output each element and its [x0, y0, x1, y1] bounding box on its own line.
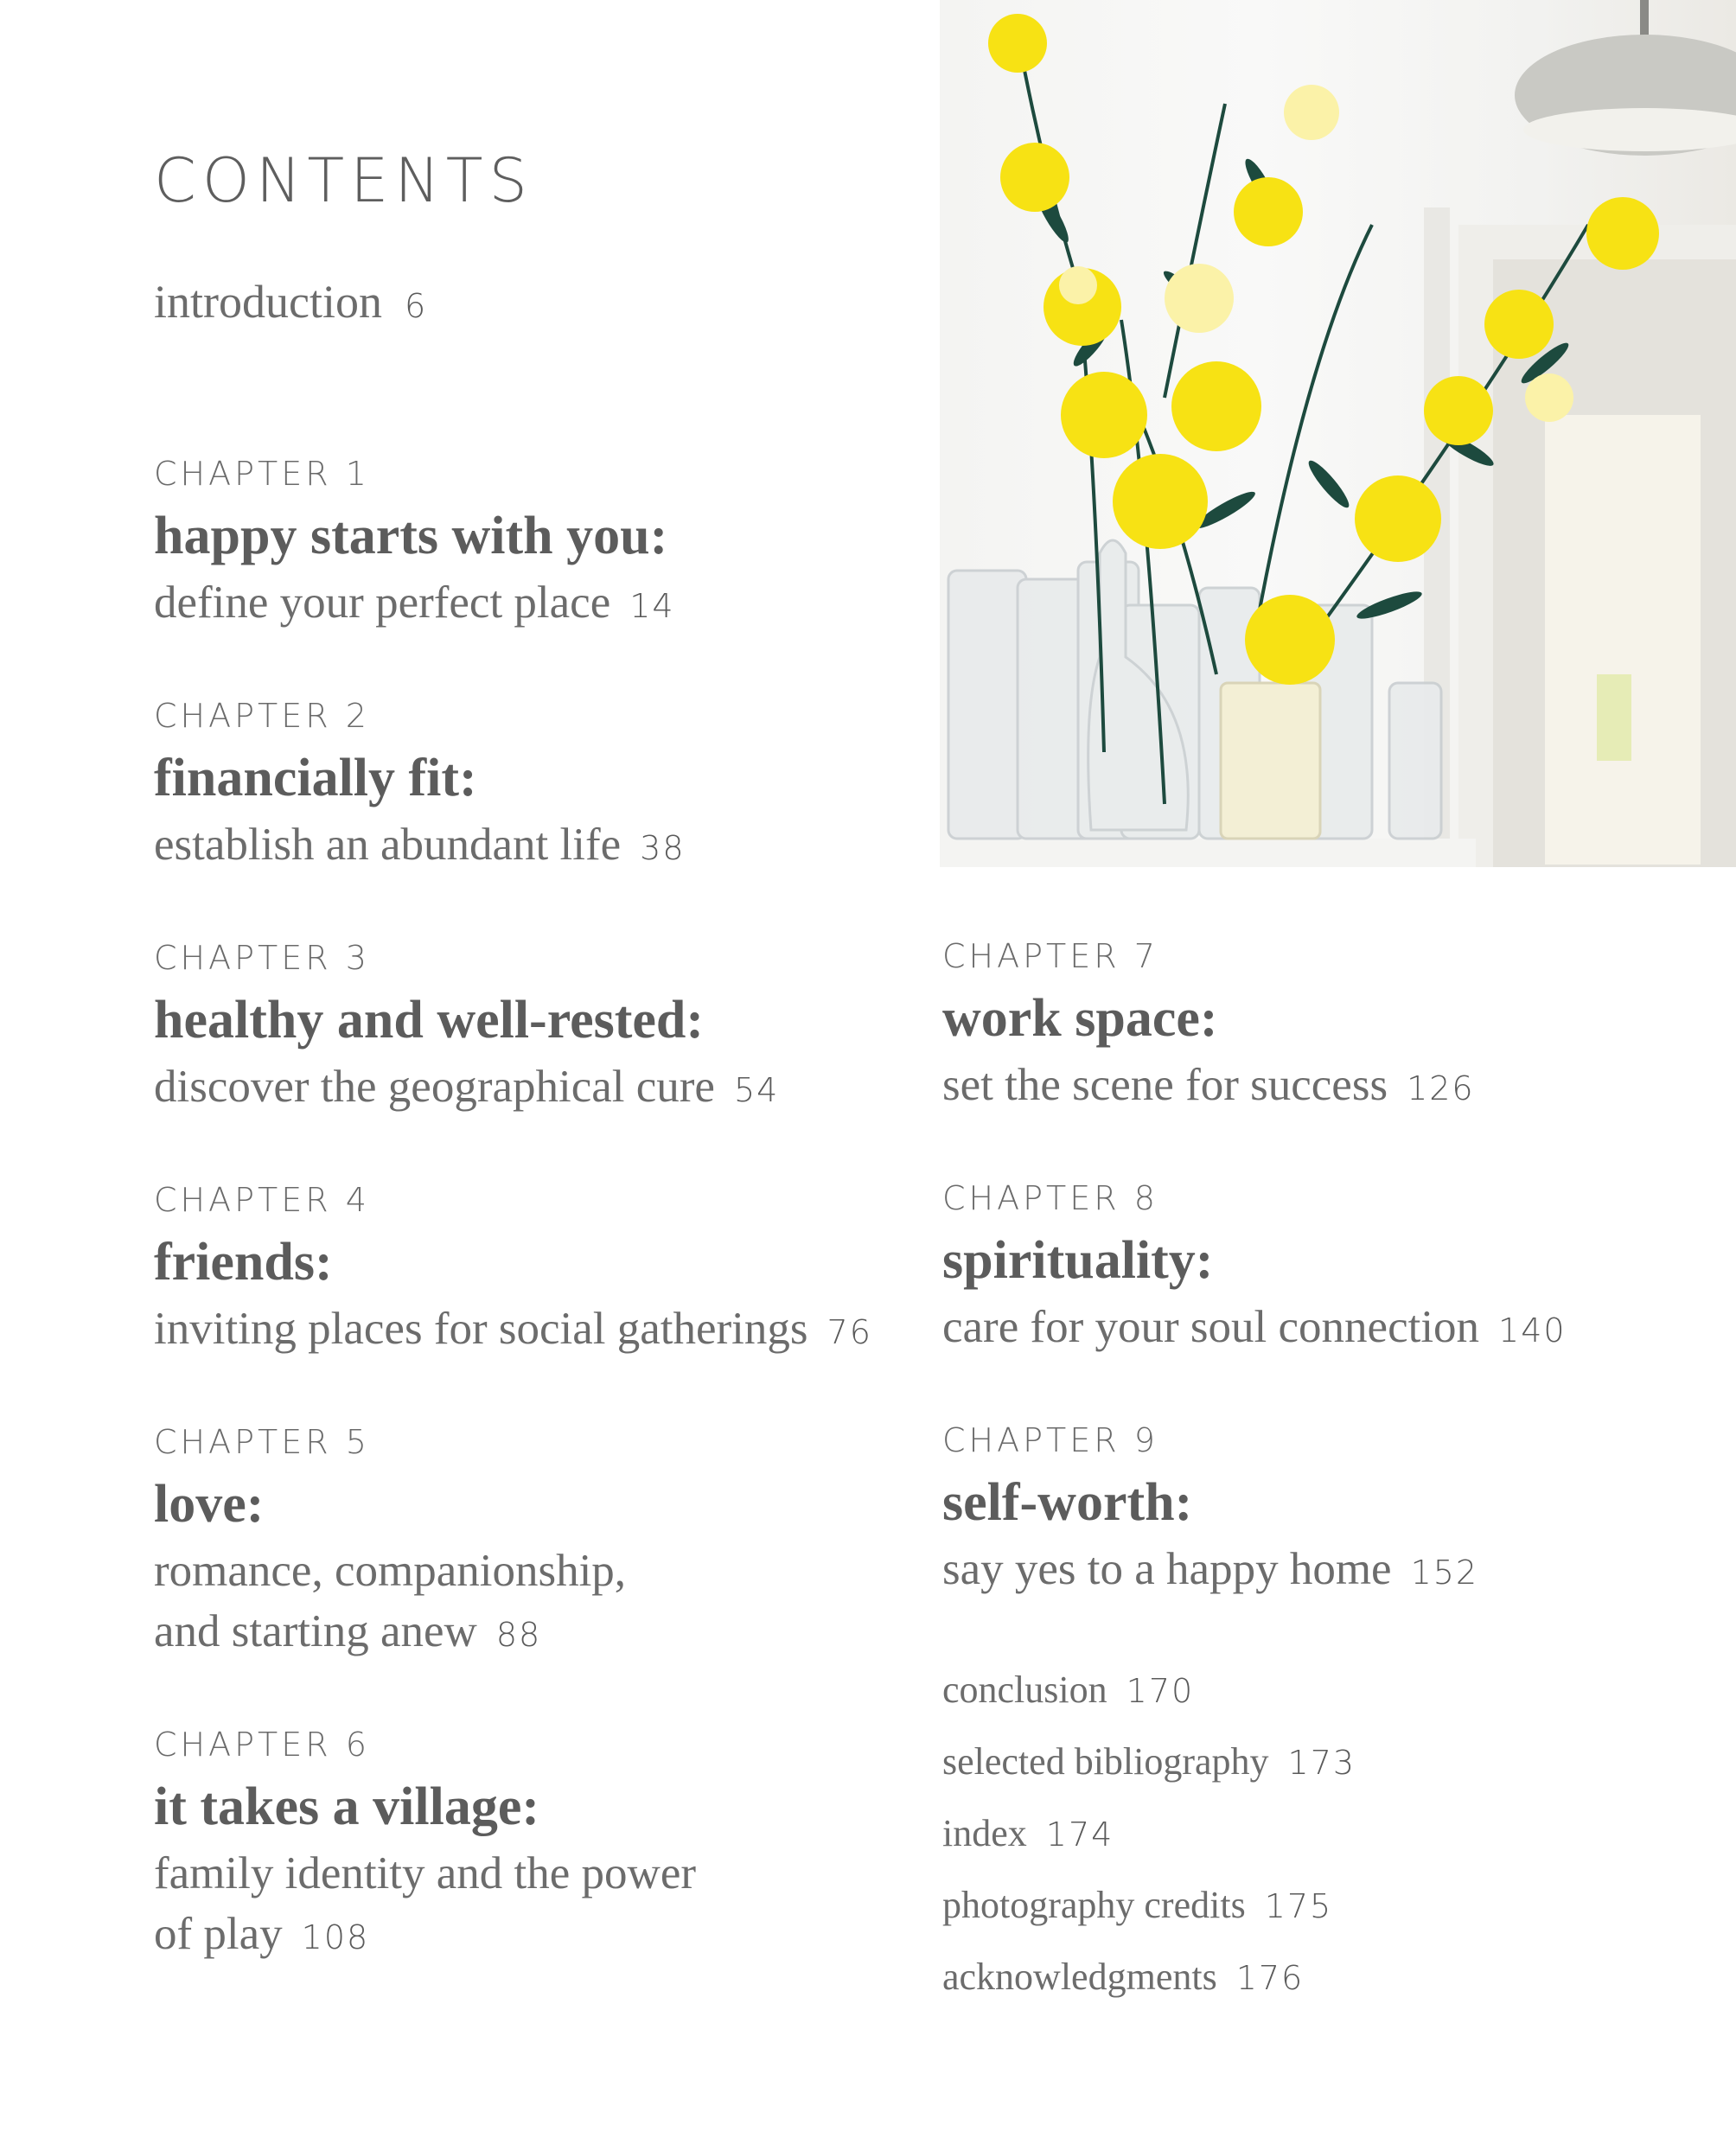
chapter-3-entry[interactable]	[154, 934, 915, 1176]
chapter-label: CHAPTER 9	[942, 1421, 1158, 1459]
chapter-1-entry[interactable]	[154, 450, 915, 692]
page-number: 173	[1287, 1744, 1356, 1782]
page-number: 152	[1410, 1554, 1479, 1592]
chapter-subtitle	[154, 814, 915, 878]
flowers-photo	[940, 0, 1736, 867]
chapter-label: CHAPTER 4	[154, 1181, 370, 1219]
subtitle-line: inviting places for social gatherings	[154, 1304, 808, 1354]
toc-entry-label: introduction	[154, 276, 382, 328]
page-number: 14	[629, 587, 675, 625]
toc-entry-label: conclusion	[942, 1669, 1107, 1711]
chapter-subtitle	[154, 572, 915, 636]
subtitle-line: and starting anew	[154, 1606, 477, 1656]
chapter-4-entry[interactable]	[154, 1176, 915, 1418]
toc-entry-label: index	[942, 1812, 1027, 1854]
subtitle-line: set the scene for success	[942, 1060, 1388, 1110]
page-number: 174	[1045, 1815, 1114, 1854]
subtitle-line: family identity and the power	[154, 1848, 696, 1898]
toc-column-left	[154, 450, 915, 1980]
toc-conclusion[interactable]	[942, 1660, 1356, 1732]
flowers-illustration	[940, 0, 1736, 867]
subtitle-line: romance, companionship,	[154, 1546, 627, 1596]
chapter-title: love:	[154, 1475, 265, 1534]
page-number: 175	[1264, 1887, 1333, 1925]
page-number: 38	[640, 829, 686, 867]
chapter-title: spirituality:	[942, 1231, 1214, 1290]
page-number: 76	[827, 1313, 872, 1351]
chapter-subtitle	[942, 1297, 1703, 1361]
subtitle-line: care for your soul connection	[942, 1302, 1480, 1352]
subtitle-line: establish an abundant life	[154, 820, 622, 870]
chapter-title: happy starts with you:	[154, 507, 668, 565]
chapter-title: healthy and well-rested:	[154, 991, 705, 1050]
chapter-label: CHAPTER 6	[154, 1726, 370, 1764]
toc-entry-label: photography credits	[942, 1884, 1246, 1926]
toc-index[interactable]	[942, 1803, 1356, 1875]
chapter-title: friends:	[154, 1233, 333, 1292]
toc-back-matter	[942, 1660, 1356, 2019]
chapter-8-entry[interactable]	[942, 1174, 1703, 1416]
toc-column-right	[942, 932, 1703, 1658]
chapter-9-entry[interactable]	[942, 1416, 1703, 1658]
chapter-label: CHAPTER 3	[154, 939, 370, 977]
chapter-subtitle	[942, 1055, 1703, 1119]
page-number: 140	[1498, 1311, 1567, 1350]
chapter-5-entry[interactable]	[154, 1418, 915, 1720]
page-number: 108	[301, 1918, 370, 1956]
chapter-label: CHAPTER 5	[154, 1423, 370, 1461]
page-number: 126	[1407, 1069, 1475, 1107]
chapter-label: CHAPTER 8	[942, 1179, 1158, 1217]
subtitle-line: define your perfect place	[154, 577, 611, 628]
chapter-subtitle	[154, 1541, 915, 1665]
page-number: 88	[495, 1616, 542, 1654]
chapter-2-entry[interactable]	[154, 692, 915, 934]
chapter-label: CHAPTER 2	[154, 697, 370, 735]
subtitle-line: of play	[154, 1909, 283, 1959]
chapter-6-entry[interactable]	[154, 1720, 915, 1980]
page-number: 176	[1235, 1959, 1305, 1997]
chapter-subtitle	[154, 1056, 915, 1120]
chapter-subtitle	[942, 1539, 1703, 1603]
chapter-7-entry[interactable]	[942, 932, 1703, 1174]
page-number: 170	[1126, 1672, 1195, 1710]
chapter-label: CHAPTER 1	[154, 455, 370, 493]
chapter-subtitle	[154, 1843, 915, 1968]
chapter-title: financially fit:	[154, 749, 477, 807]
toc-acknowledgments[interactable]	[942, 1947, 1356, 2019]
subtitle-line: say yes to a happy home	[942, 1544, 1392, 1594]
page-number: 6	[404, 287, 428, 325]
chapter-title: it takes a village:	[154, 1777, 539, 1836]
subtitle-line: discover the geographical cure	[154, 1062, 715, 1112]
toc-photography-credits[interactable]	[942, 1875, 1356, 1947]
toc-bibliography[interactable]	[942, 1732, 1356, 1803]
page-number: 54	[733, 1071, 780, 1109]
toc-entry-label: acknowledgments	[942, 1956, 1217, 1998]
page-title: CONTENTS	[154, 145, 533, 216]
toc-introduction[interactable]	[154, 275, 427, 329]
chapter-title: self-worth:	[942, 1473, 1193, 1532]
chapter-label: CHAPTER 7	[942, 937, 1158, 975]
chapter-title: work space:	[942, 989, 1218, 1048]
chapter-subtitle	[154, 1299, 915, 1362]
toc-entry-label: selected bibliography	[942, 1740, 1269, 1783]
